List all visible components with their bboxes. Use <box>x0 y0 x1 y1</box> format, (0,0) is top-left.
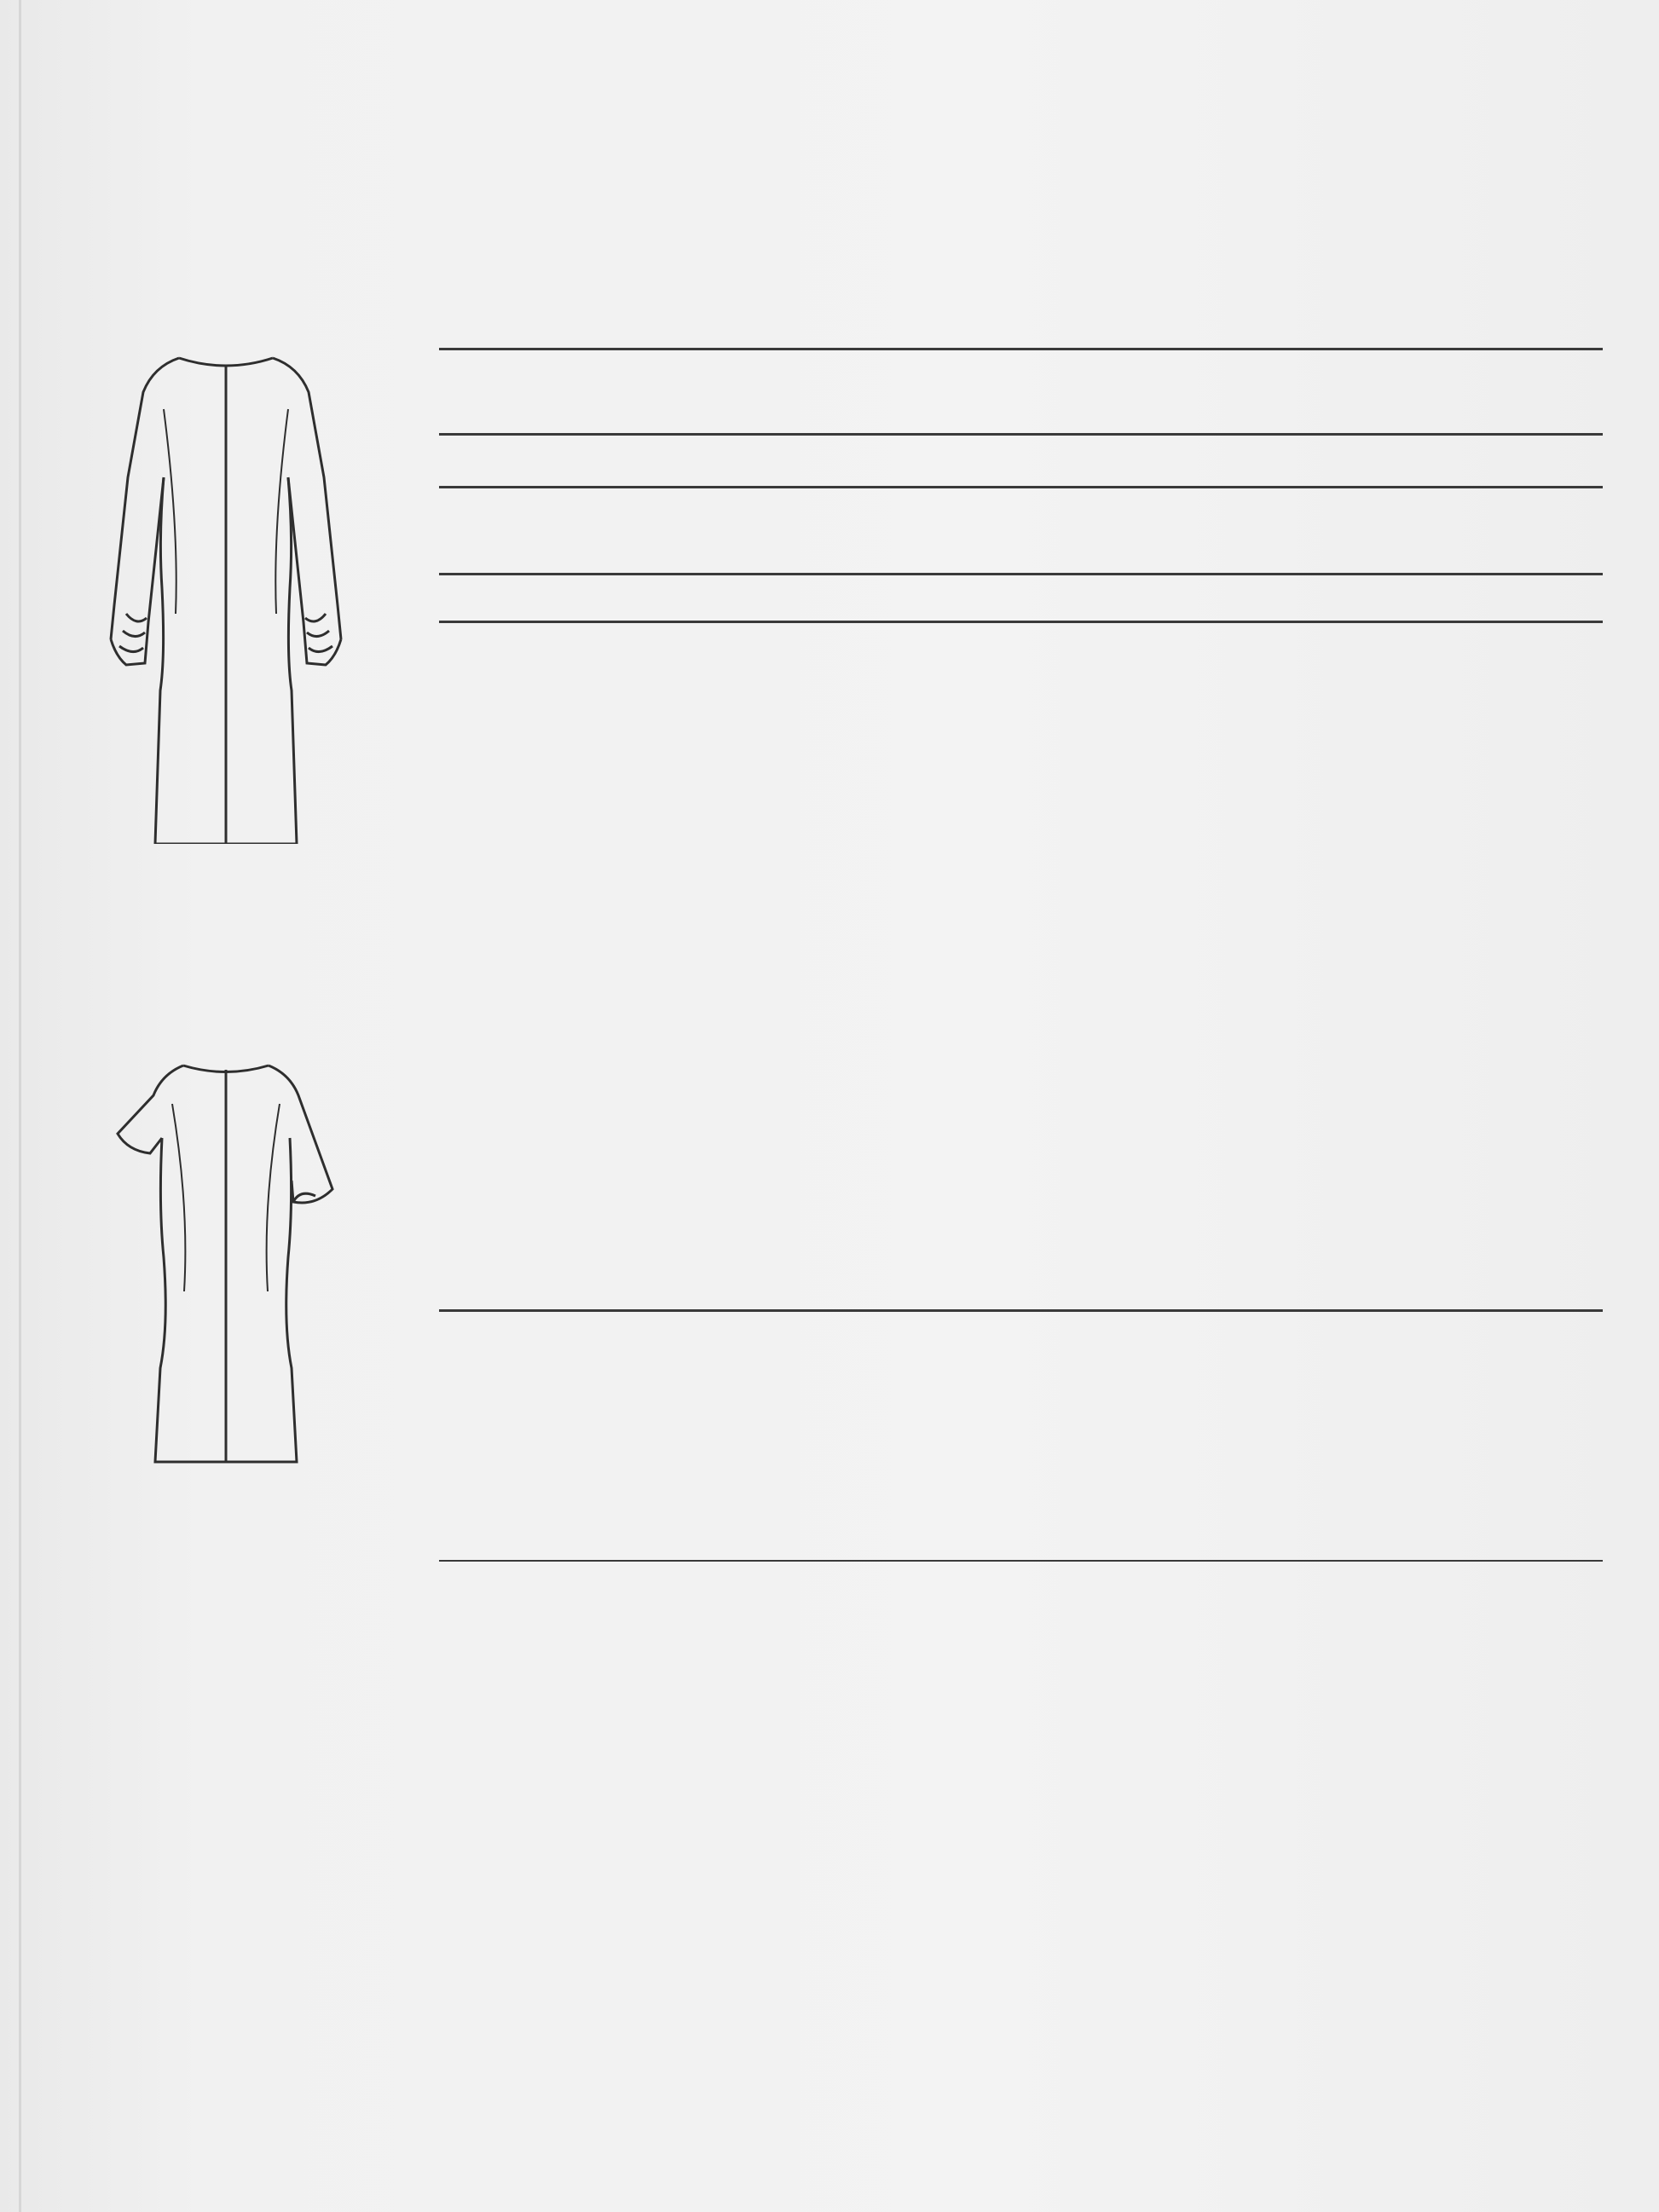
divider <box>439 621 1603 623</box>
divider <box>439 433 1603 436</box>
divider <box>439 1560 1603 1562</box>
divider <box>439 573 1603 575</box>
page-edge <box>19 0 21 2212</box>
divider <box>439 486 1603 488</box>
dress-a-back-view <box>102 332 350 844</box>
divider <box>439 348 1603 350</box>
dress-bc-back-view <box>102 1044 350 1470</box>
divider <box>439 1309 1603 1312</box>
nap-notes <box>443 1577 486 1605</box>
